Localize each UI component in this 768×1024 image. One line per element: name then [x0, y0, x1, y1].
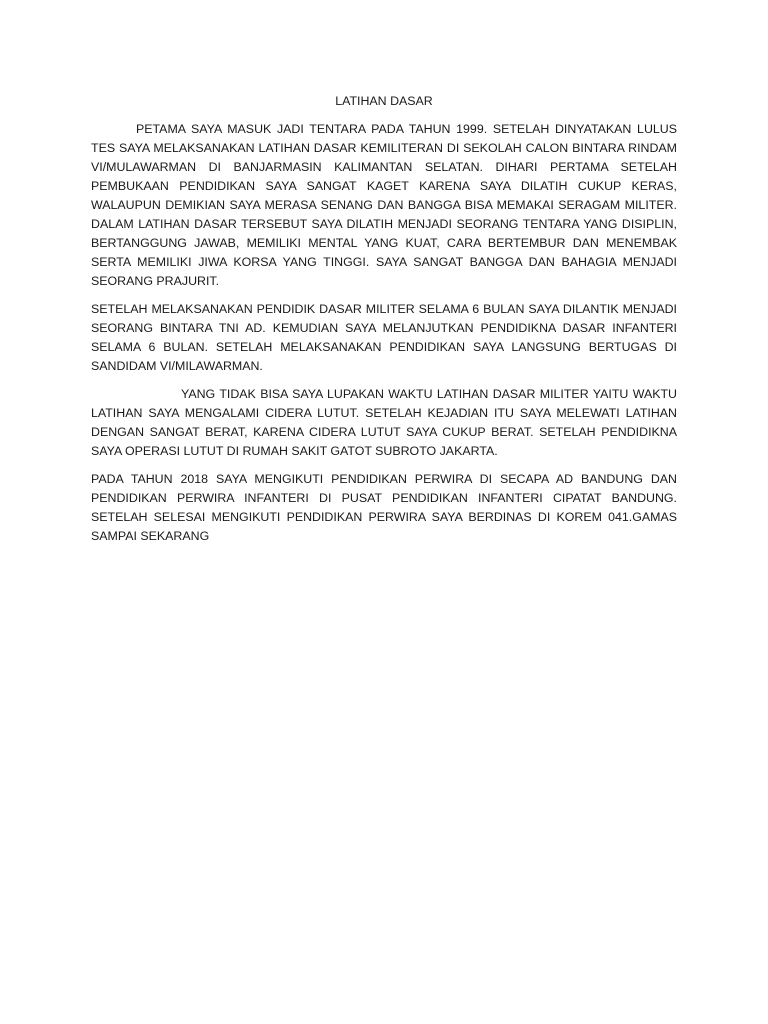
document-title: LATIHAN DASAR: [335, 94, 433, 108]
paragraph-4: PADA TAHUN 2018 SAYA MENGIKUTI PENDIDIKAN PERWIRA DI SECAPA AD BANDUNG DAN PENDIDIKAN PERWIRA INFANTERI DI PUSAT PENDIDIKAN INFANTERI CIPATAT BANDUNG. SETELAH SELESAI MENGIKUTI PENDIDIKAN PERWIRA SAYA BERDINAS DI KOREM 041.GAMAS SAMPAI SEKARANG: [91, 472, 677, 543]
document-body: [91, 92, 677, 555]
paragraph-3: YANG TIDAK BISA SAYA LUPAKAN WAKTU LATIHAN DASAR MILITER YAITU WAKTU LATIHAN SAYA MENGALAMI CIDERA LUTUT. SETELAH KEJADIAN ITU SAYA MELEWATI LATIHAN DENGAN SANGAT BERAT, KARENA CIDERA LUTUT SAYA CUKUP BERAT. SETELAH PENDIDIKNA SAYA OPERASI LUTUT DI RUMAH SAKIT GATOT SUBROTO JAKARTA.: [91, 387, 677, 458]
paragraph-2: SETELAH MELAKSANAKAN PENDIDIK DASAR MILITER SELAMA 6 BULAN SAYA DILANTIK MENJADI SEORANG BINTARA TNI AD. KEMUDIAN SAYA MELANJUTKAN PENDIDIKNA DASAR INFANTERI SELAMA 6 BULAN. SETELAH MELAKSANAKAN PENDIDIKAN SAYA LANGSUNG BERTUGAS DI SANDIDAM VI/MILAWARMAN.: [91, 302, 677, 373]
paragraph-1: PETAMA SAYA MASUK JADI TENTARA PADA TAHUN 1999. SETELAH DINYATAKAN LULUS TES SAYA MELAKSANAKAN LATIHAN DASAR KEMILITERAN DI SEKOLAH CALON BINTARA RINDAM VI/MULAWARMAN DI BANJARMASIN KALIMANTAN SELATAN. DIHARI PERTAMA SETELAH PEMBUKAAN PENDIDIKAN SAYA SANGAT KAGET KARENA SAYA DILATIH CUKUP KERAS, WALAUPUN DEMIKIAN SAYA MERASA SENANG DAN BANGGA BISA MEMAKAI SERAGAM MILITER. DALAM LATIHAN DASAR TERSEBUT SAYA DILATIH MENJADI SEORANG TENTARA YANG DISIPLIN, BERTANGGUNG JAWAB, MEMILIKI MENTAL YANG KUAT, CARA BERTEMBUR DAN MENEMBAK SERTA MEMILIKI JIWA KORSA YANG TINGGI. SAYA SANGAT BANGGA DAN BAHAGIA MENJADI SEORANG PRAJURIT.: [91, 122, 677, 288]
